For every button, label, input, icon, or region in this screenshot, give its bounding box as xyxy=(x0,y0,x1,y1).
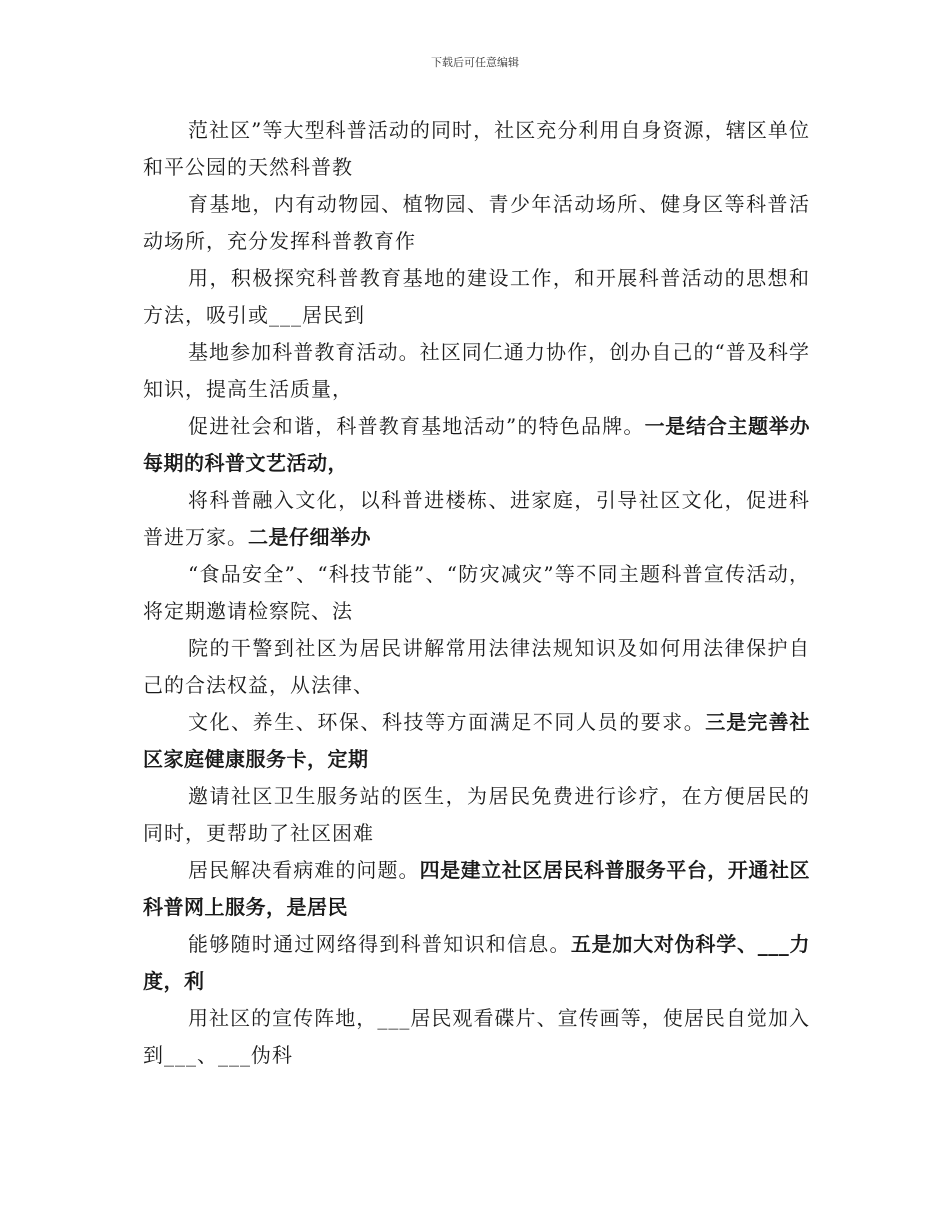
text-segment: 促进社会和谐，科普教育基地活动”的特色品牌。 xyxy=(188,414,645,438)
text-segment: 范社区”等大型科普活动的同时，社区充分利用自身资源，辖区单位和平公园的天然科普教 xyxy=(143,118,810,179)
paragraph xyxy=(143,186,810,260)
page-header-note: 下载后可任意编辑 xyxy=(431,56,519,69)
paragraph xyxy=(143,334,810,408)
text-segment: 院的干警到社区为居民讲解常用法律法规知识及如何用法律保护自己的合法权益，从法律、 xyxy=(143,636,810,697)
paragraph xyxy=(143,408,810,482)
text-segment: 基地参加科普教育活动。社区同仁通力协作，创办自己的“普及科学知识，提高生活质量， xyxy=(143,340,810,401)
text-segment: 将科普融入文化，以科普进楼栋、进家庭，引导社区文化，促进科普进万家。 xyxy=(143,488,810,549)
text-segment: 邀请社区卫生服务站的医生，为居民免费进行诊疗，在方便居民的同时，更帮助了社区困难 xyxy=(143,784,810,845)
bold-text-segment: 四是建立社区居民科普服务平台，开通社区科普网上服务，是居民 xyxy=(143,858,811,919)
paragraph xyxy=(143,926,810,1000)
paragraph xyxy=(143,260,810,334)
text-segment: 用，积极探究科普教育基地的建设工作，和开展科普活动的思想和方法，吸引或___居民到 xyxy=(143,266,810,327)
text-segment: 文化、养生、环保、科技等方面满足不同人员的要求。 xyxy=(188,710,706,734)
paragraph xyxy=(143,630,810,704)
paragraph xyxy=(143,852,810,926)
paragraph xyxy=(143,778,810,852)
text-segment: 居民解决看病难的问题。 xyxy=(188,858,420,882)
paragraph xyxy=(143,1000,810,1074)
bold-text-segment: 五是加大对伪科学、___力度，利 xyxy=(143,932,811,993)
paragraph xyxy=(143,556,810,630)
paragraph xyxy=(143,482,810,556)
bold-text-segment: 三是完善社区家庭健康服务卡，定期 xyxy=(143,710,811,771)
document-body xyxy=(143,112,810,1074)
paragraph xyxy=(143,704,810,778)
text-segment: “食品安全”、“科技节能”、“防灾减灾”等不同主题科普宣传活动，将定期邀请检察院、法 xyxy=(143,562,810,623)
bold-text-segment: 一是结合主题举办每期的科普文艺活动， xyxy=(143,414,811,475)
text-segment: 育基地，内有动物园、植物园、青少年活动场所、健身区等科普活动场所，充分发挥科普教育作 xyxy=(143,192,810,253)
bold-text-segment: 二是仔细举办 xyxy=(248,525,371,549)
text-segment: 用社区的宣传阵地，___居民观看碟片、宣传画等，使居民自觉加入到___、___伪科 xyxy=(143,1006,810,1067)
text-segment: 能够随时通过网络得到科普知识和信息。 xyxy=(188,932,571,956)
paragraph xyxy=(143,112,810,186)
